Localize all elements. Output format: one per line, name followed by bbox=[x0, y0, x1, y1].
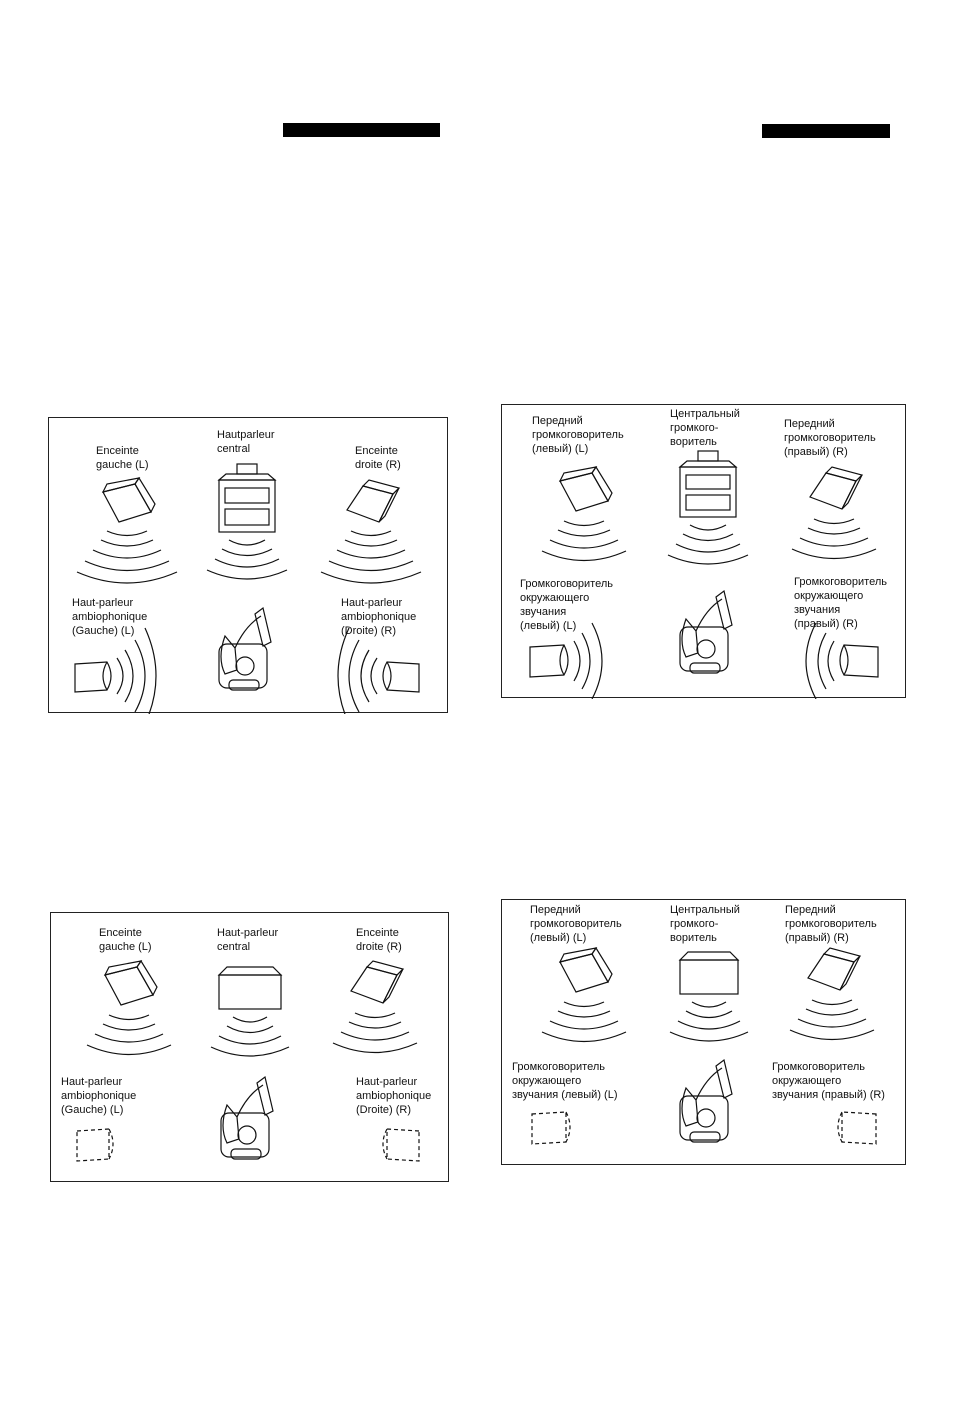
diagram-fr-top bbox=[48, 417, 448, 713]
sound-waves-icon bbox=[792, 519, 876, 559]
sound-waves-icon bbox=[87, 1015, 171, 1055]
diagram-ru-top bbox=[501, 404, 906, 698]
surround-left-speaker-icon bbox=[532, 1112, 570, 1144]
speaker-layout-graphic bbox=[502, 405, 907, 699]
front-right-speaker-icon bbox=[351, 961, 403, 1003]
front-right-speaker-icon bbox=[347, 480, 399, 522]
surround-right-speaker-icon bbox=[838, 1112, 876, 1144]
label-center: Центральный громкого- воритель bbox=[670, 904, 740, 944]
label-surround-left: Haut-parleur ambiophonique (Gauche) (L) bbox=[61, 1076, 137, 1116]
listener-icon bbox=[680, 591, 732, 673]
diagram-fr-bottom bbox=[50, 912, 449, 1182]
surround-left-speaker-icon bbox=[75, 662, 111, 692]
diagram-ru-bottom bbox=[501, 899, 906, 1165]
label-front-left: Передний громкоговоритель (левый) (L) bbox=[530, 904, 622, 944]
listener-icon bbox=[219, 608, 271, 690]
sound-waves-icon bbox=[211, 1017, 289, 1056]
surround-right-speaker-icon bbox=[383, 662, 419, 692]
surround-right-speaker-icon bbox=[840, 645, 878, 677]
label-front-left: Enceinte gauche (L) bbox=[99, 927, 152, 953]
label-front-left: Enceinte gauche (L) bbox=[96, 445, 149, 471]
label-front-right: Enceinte droite (R) bbox=[355, 445, 401, 471]
speaker-layout-graphic bbox=[49, 418, 449, 714]
surround-right-speaker-icon bbox=[383, 1129, 419, 1161]
front-left-speaker-icon bbox=[560, 467, 612, 511]
sound-waves-icon bbox=[77, 531, 177, 583]
sound-waves-icon bbox=[806, 623, 834, 699]
label-surround-left: Haut-parleur ambiophonique (Gauche) (L) bbox=[72, 597, 148, 637]
center-speaker-icon bbox=[219, 967, 281, 1009]
front-left-speaker-icon bbox=[103, 478, 155, 522]
label-front-right: Enceinte droite (R) bbox=[356, 927, 402, 953]
label-front-right: Передний громкоговоритель (правый) (R) bbox=[785, 904, 877, 944]
speaker-layout-graphic bbox=[502, 900, 907, 1166]
label-surround-left: Громкоговоритель окружающего звучания (левый) (L) bbox=[520, 578, 613, 632]
surround-left-speaker-icon bbox=[530, 645, 568, 677]
sound-waves-icon bbox=[668, 525, 748, 564]
front-left-speaker-icon bbox=[105, 961, 157, 1005]
center-speaker-icon bbox=[680, 451, 736, 517]
sound-waves-icon bbox=[338, 628, 377, 714]
sound-waves-icon bbox=[321, 531, 421, 583]
sound-waves-icon bbox=[207, 540, 287, 579]
listener-icon bbox=[221, 1077, 273, 1159]
sound-waves-icon bbox=[542, 1002, 626, 1042]
label-surround-left: Громкоговоритель окружающего звучания (левый) (L) bbox=[512, 1061, 618, 1101]
header-bar-left bbox=[283, 123, 440, 137]
label-front-right: Передний громкоговоритель (правый) (R) bbox=[784, 418, 876, 458]
listener-icon bbox=[680, 1060, 732, 1142]
label-front-left: Передний громкоговоритель (левый) (L) bbox=[532, 415, 624, 455]
sound-waves-icon bbox=[117, 628, 156, 714]
sound-waves-icon bbox=[670, 1002, 748, 1041]
sound-waves-icon bbox=[542, 521, 626, 561]
label-surround-right: Громкоговоритель окружающего звучания (правый) (R) bbox=[794, 576, 887, 630]
label-center: Hautparleur central bbox=[217, 429, 275, 455]
label-surround-right: Haut-parleur ambiophonique (Droite) (R) bbox=[356, 1076, 432, 1116]
label-surround-right: Haut-parleur ambiophonique (Droite) (R) bbox=[341, 597, 417, 637]
front-left-speaker-icon bbox=[560, 948, 612, 992]
surround-left-speaker-icon bbox=[77, 1129, 113, 1161]
front-right-speaker-icon bbox=[808, 948, 860, 990]
center-speaker-icon bbox=[219, 464, 275, 532]
speaker-layout-graphic bbox=[51, 913, 450, 1183]
label-surround-right: Громкоговоритель окружающего звучания (правый) (R) bbox=[772, 1061, 885, 1101]
center-speaker-icon bbox=[680, 952, 738, 994]
sound-waves-icon bbox=[574, 623, 602, 699]
sound-waves-icon bbox=[333, 1013, 417, 1053]
front-right-speaker-icon bbox=[810, 467, 862, 509]
sound-waves-icon bbox=[790, 1000, 874, 1040]
label-center: Центральный громкого- воритель bbox=[670, 408, 740, 448]
label-center: Haut-parleur central bbox=[217, 927, 279, 953]
header-bar-right bbox=[762, 124, 890, 138]
